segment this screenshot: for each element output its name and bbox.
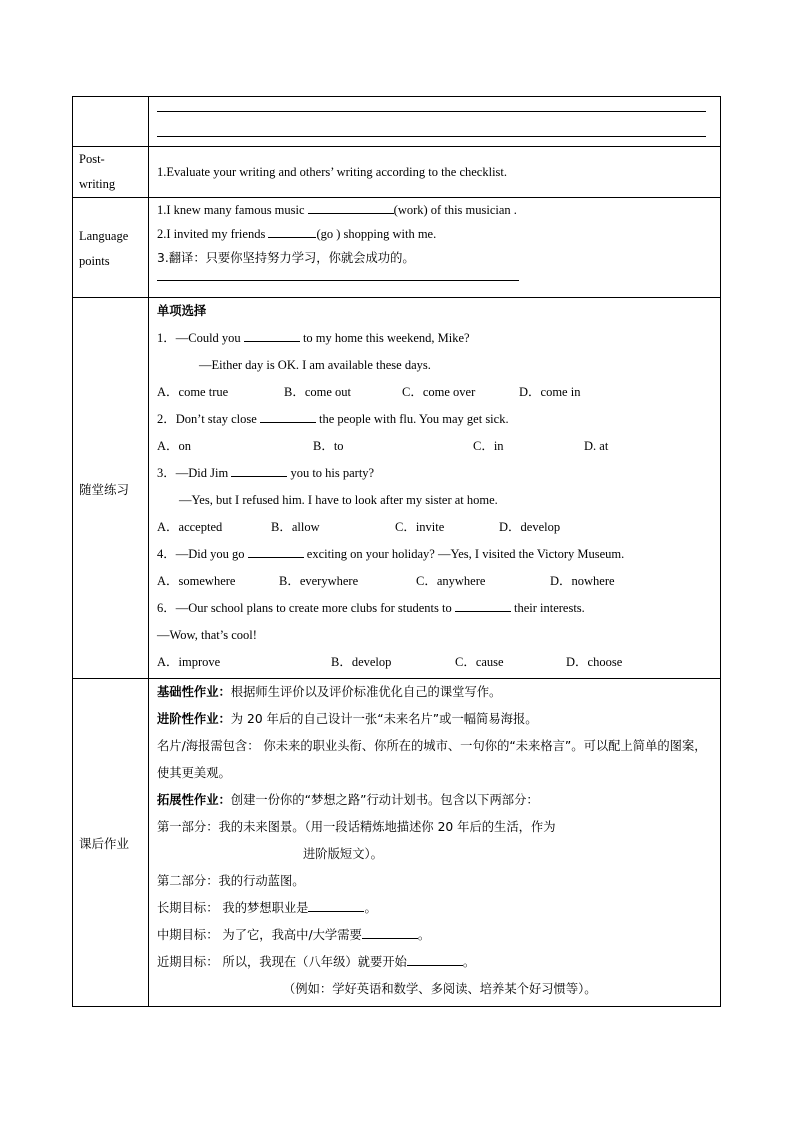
mid-term-post: 。 [417, 928, 431, 942]
language-point-2-post: (go ) shopping with me. [316, 227, 437, 241]
q4-option-b[interactable]: B．everywhere [279, 574, 359, 588]
answer-blank [308, 898, 364, 912]
extended-homework-title: 拓展性作业： [157, 793, 231, 807]
long-term-post: 。 [364, 901, 377, 915]
empty-label-cell [73, 97, 149, 147]
q2-pre: 2．Don’t stay close [157, 412, 260, 426]
writing-line-1 [157, 111, 706, 112]
extended-homework-text: 创建一份你的“梦想之路”行动计划书。包含以下两部分： [230, 793, 539, 807]
language-point-3: 3.翻译：只要你坚持努力学习，你就会成功的。 [157, 251, 415, 265]
basic-homework [157, 679, 714, 706]
near-term-goal [157, 949, 714, 976]
lesson-table [72, 96, 721, 1007]
language-points-row [73, 198, 721, 298]
blank-lines-row [73, 97, 721, 147]
language-point-2 [157, 222, 714, 246]
writing-line-2 [157, 136, 706, 137]
q3-option-a[interactable]: A．accepted [157, 520, 223, 534]
advanced-homework-title: 进阶性作业： [157, 712, 231, 726]
language-points-content-cell [149, 198, 721, 298]
question-6 [157, 595, 714, 622]
writing-lines-cell [149, 97, 721, 147]
practice-content-cell [149, 298, 721, 679]
answer-blank [231, 463, 287, 477]
q4-option-c[interactable]: C．anywhere [416, 574, 486, 588]
answer-blank [244, 328, 300, 342]
q6-reply: —Wow, that’s cool! [157, 628, 257, 642]
part1-line1: 第一部分：我的未来图景。（用一段话精炼地描述你 20 年后的生活，作为 [157, 820, 556, 834]
language-points-label-2: points [79, 253, 110, 268]
q6-option-b[interactable]: B．develop [331, 655, 392, 669]
q1-post: to my home this weekend, Mike? [299, 331, 470, 345]
mid-term-pre: 中期目标： 为了它，我高中/大学需要 [157, 928, 362, 942]
q1-pre: 1．—Could you [157, 331, 244, 345]
language-point-1-post: (work) of this musician . [393, 203, 517, 217]
answer-blank [248, 544, 304, 558]
advanced-homework [157, 706, 714, 733]
post-writing-label-2: writing [79, 177, 116, 191]
basic-homework-title: 基础性作业： [157, 685, 231, 699]
q6-option-a[interactable]: A．improve [157, 655, 221, 669]
post-writing-content-cell [149, 147, 721, 198]
part1-line2: 进阶版短文）。 [303, 847, 383, 861]
card-requirements: 名片/海报需包含： 你未来的职业头衔、你所在的城市、一句你的“未来格言”。可以配上简单的图案，使其更美观。 [157, 739, 707, 780]
answer-blank [362, 925, 418, 939]
q2-post: the people with flu. You may get sick. [315, 412, 509, 426]
q4-option-d[interactable]: D．nowhere [550, 574, 615, 588]
q1-reply: —Either day is OK. I am available these days. [199, 358, 431, 372]
q3-option-c[interactable]: C．invite [395, 520, 445, 534]
post-writing-text: 1.Evaluate your writing and others’ writing according to the checklist. [157, 164, 508, 179]
q6-pre: 6．—Our school plans to create more clubs for students to [157, 601, 455, 615]
mid-term-goal [157, 922, 714, 949]
question-2 [157, 406, 714, 433]
basic-homework-text: 根据师生评价以及评价标准优化自己的课堂写作。 [230, 685, 502, 699]
q1-options [157, 379, 714, 406]
homework-content-cell [149, 679, 721, 1007]
language-point-1-pre: 1.I knew many famous music [157, 203, 308, 217]
language-points-label-cell [73, 198, 149, 298]
q2-option-b[interactable]: B．to [313, 439, 344, 453]
advanced-homework-text: 为 20 年后的自己设计一张“未来名片”或一幅简易海报。 [230, 712, 538, 726]
q1-option-c[interactable]: C．come over [402, 385, 476, 399]
practice-label: 随堂练习 [79, 481, 130, 497]
q2-options [157, 433, 714, 460]
q6-post: their interests. [510, 601, 585, 615]
near-term-post: 。 [462, 955, 476, 969]
q3-option-d[interactable]: D．develop [499, 520, 561, 534]
q3-reply: —Yes, but I refused him. I have to look after my sister at home. [179, 493, 498, 507]
long-term-pre: 长期目标： 我的梦想职业是 [157, 901, 309, 915]
question-1 [157, 325, 714, 352]
q3-options [157, 514, 714, 541]
q1-option-d[interactable]: D．come in [519, 385, 581, 399]
q3-pre: 3．—Did Jim [157, 466, 232, 480]
homework-example: （例如：学好英语和数学、多阅读、培养某个好习惯等）。 [283, 982, 597, 996]
q6-option-c[interactable]: C．cause [455, 655, 504, 669]
post-writing-label-cell [73, 147, 149, 198]
answer-blank [308, 200, 394, 214]
homework-label: 课后作业 [79, 836, 130, 851]
question-4 [157, 541, 714, 568]
q2-option-a[interactable]: A．on [157, 439, 192, 453]
q3-post: you to his party? [287, 466, 375, 480]
translation-line [157, 280, 519, 281]
q1-option-a[interactable]: A．come true [157, 385, 229, 399]
q1-option-b[interactable]: B．come out [284, 385, 352, 399]
language-point-2-pre: 2.I invited my friends [157, 227, 269, 241]
q2-option-d[interactable]: D. at [584, 439, 609, 453]
answer-blank [268, 224, 316, 238]
language-point-1 [157, 198, 714, 222]
q3-option-b[interactable]: B．allow [271, 520, 320, 534]
practice-heading: 单项选择 [157, 304, 207, 318]
post-writing-row [73, 147, 721, 198]
practice-row [73, 298, 721, 679]
homework-row [73, 679, 721, 1007]
practice-label-cell [73, 298, 149, 679]
q4-option-a[interactable]: A．somewhere [157, 574, 236, 588]
answer-blank [455, 598, 511, 612]
q6-options [157, 649, 714, 676]
question-3 [157, 460, 714, 487]
homework-label-cell [73, 679, 149, 1007]
answer-blank [407, 952, 463, 966]
language-points-label-1: Language [79, 228, 129, 243]
near-term-pre: 近期目标： 所以，我现在（八年级）就要开始 [157, 955, 407, 969]
extended-homework [157, 787, 714, 814]
q4-pre: 4．—Did you go [157, 547, 248, 561]
answer-blank [260, 409, 316, 423]
post-writing-label-1: Post- [79, 152, 105, 166]
q4-post: exciting on your holiday? —Yes, I visited the Victory Museum. [303, 547, 625, 561]
q6-option-d[interactable]: D．choose [566, 655, 623, 669]
q2-option-c[interactable]: C．in [473, 439, 504, 453]
long-term-goal [157, 895, 714, 922]
q4-options [157, 568, 714, 595]
part2: 第二部分：我的行动蓝图。 [157, 874, 305, 888]
